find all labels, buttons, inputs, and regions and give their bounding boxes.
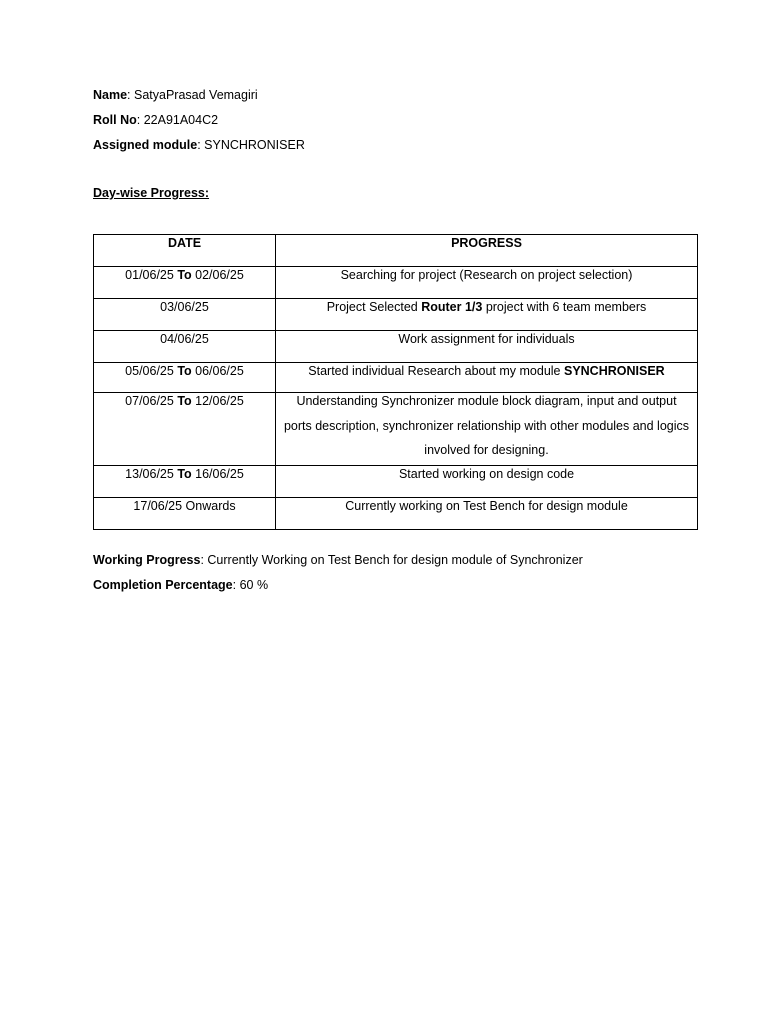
table-row <box>94 331 698 363</box>
progress-bold: SYNCHRONISER <box>563 364 665 378</box>
progress-text-post: project with 6 team members <box>482 300 647 314</box>
table-row <box>94 466 698 498</box>
progress-cell <box>276 498 698 530</box>
working-progress-line: Working Progress: Currently Working on Test Bench for design module of Synchronizer <box>93 553 583 567</box>
daywise-heading: Day-wise Progress: <box>93 186 210 200</box>
progress-cell <box>276 267 698 299</box>
module-line: Assigned module: SYNCHRONISER <box>93 138 305 152</box>
name-label: Name <box>93 88 128 102</box>
progress-text: Work assignment for individuals <box>398 332 575 346</box>
progress-cell <box>276 299 698 331</box>
progress-text: Understanding Synchronizer module block diagram, input and output ports description, synchronizer relationship with other modules and logics involved for designing. <box>283 394 690 457</box>
date-cell <box>94 393 276 466</box>
header-date: DATE <box>94 235 276 267</box>
date-cell <box>94 299 276 331</box>
progress-text: Started individual Research about my module <box>308 364 564 378</box>
progress-table <box>93 234 698 530</box>
table-row <box>94 267 698 299</box>
date-cell <box>94 267 276 299</box>
date-sep: To <box>177 467 192 481</box>
module-label: Assigned module <box>93 138 198 152</box>
name-value: SatyaPrasad Vemagiri <box>134 88 258 102</box>
progress-bold: Router 1/3 <box>421 300 483 314</box>
progress-cell <box>276 363 698 393</box>
date-end: 06/06/25 <box>195 364 244 378</box>
working-value: Currently Working on Test Bench for design module of Synchronizer <box>207 553 583 567</box>
date-start: 05/06/25 <box>125 364 174 378</box>
header-progress: PROGRESS <box>276 235 698 267</box>
progress-text: Project Selected <box>326 300 422 314</box>
progress-text: Searching for project (Research on project selection) <box>340 268 633 282</box>
table-row <box>94 299 698 331</box>
date-cell <box>94 498 276 530</box>
date-end: 12/06/25 <box>195 394 244 408</box>
date-start: 17/06/25 Onwards <box>133 499 236 513</box>
roll-line: Roll No: 22A91A04C2 <box>93 113 219 127</box>
roll-value: 22A91A04C2 <box>143 113 219 127</box>
date-cell <box>94 363 276 393</box>
date-sep: To <box>177 394 192 408</box>
date-start: 07/06/25 <box>125 394 174 408</box>
name-line: Name: SatyaPrasad Vemagiri <box>93 88 258 102</box>
table-row <box>94 393 698 466</box>
completion-label: Completion Percentage <box>93 578 233 592</box>
date-cell <box>94 331 276 363</box>
progress-text: Started working on design code <box>398 467 575 481</box>
progress-cell <box>276 393 698 466</box>
completion-value: 60 % <box>239 578 269 592</box>
progress-cell <box>276 331 698 363</box>
table-row <box>94 363 698 393</box>
roll-label: Roll No <box>93 113 137 127</box>
date-start: 04/06/25 <box>160 332 209 346</box>
date-start: 01/06/25 <box>125 268 174 282</box>
date-cell <box>94 466 276 498</box>
progress-cell <box>276 466 698 498</box>
module-value: SYNCHRONISER <box>204 138 305 152</box>
progress-text: Currently working on Test Bench for design module <box>345 499 628 513</box>
table-header-row <box>94 235 698 267</box>
date-start: 13/06/25 <box>125 467 174 481</box>
working-label: Working Progress <box>93 553 201 567</box>
completion-line: Completion Percentage: 60 % <box>93 578 269 592</box>
date-end: 02/06/25 <box>195 268 244 282</box>
date-end: 16/06/25 <box>195 467 244 481</box>
table-row <box>94 498 698 530</box>
date-sep: To <box>177 268 192 282</box>
date-start: 03/06/25 <box>160 300 209 314</box>
date-sep: To <box>177 364 192 378</box>
